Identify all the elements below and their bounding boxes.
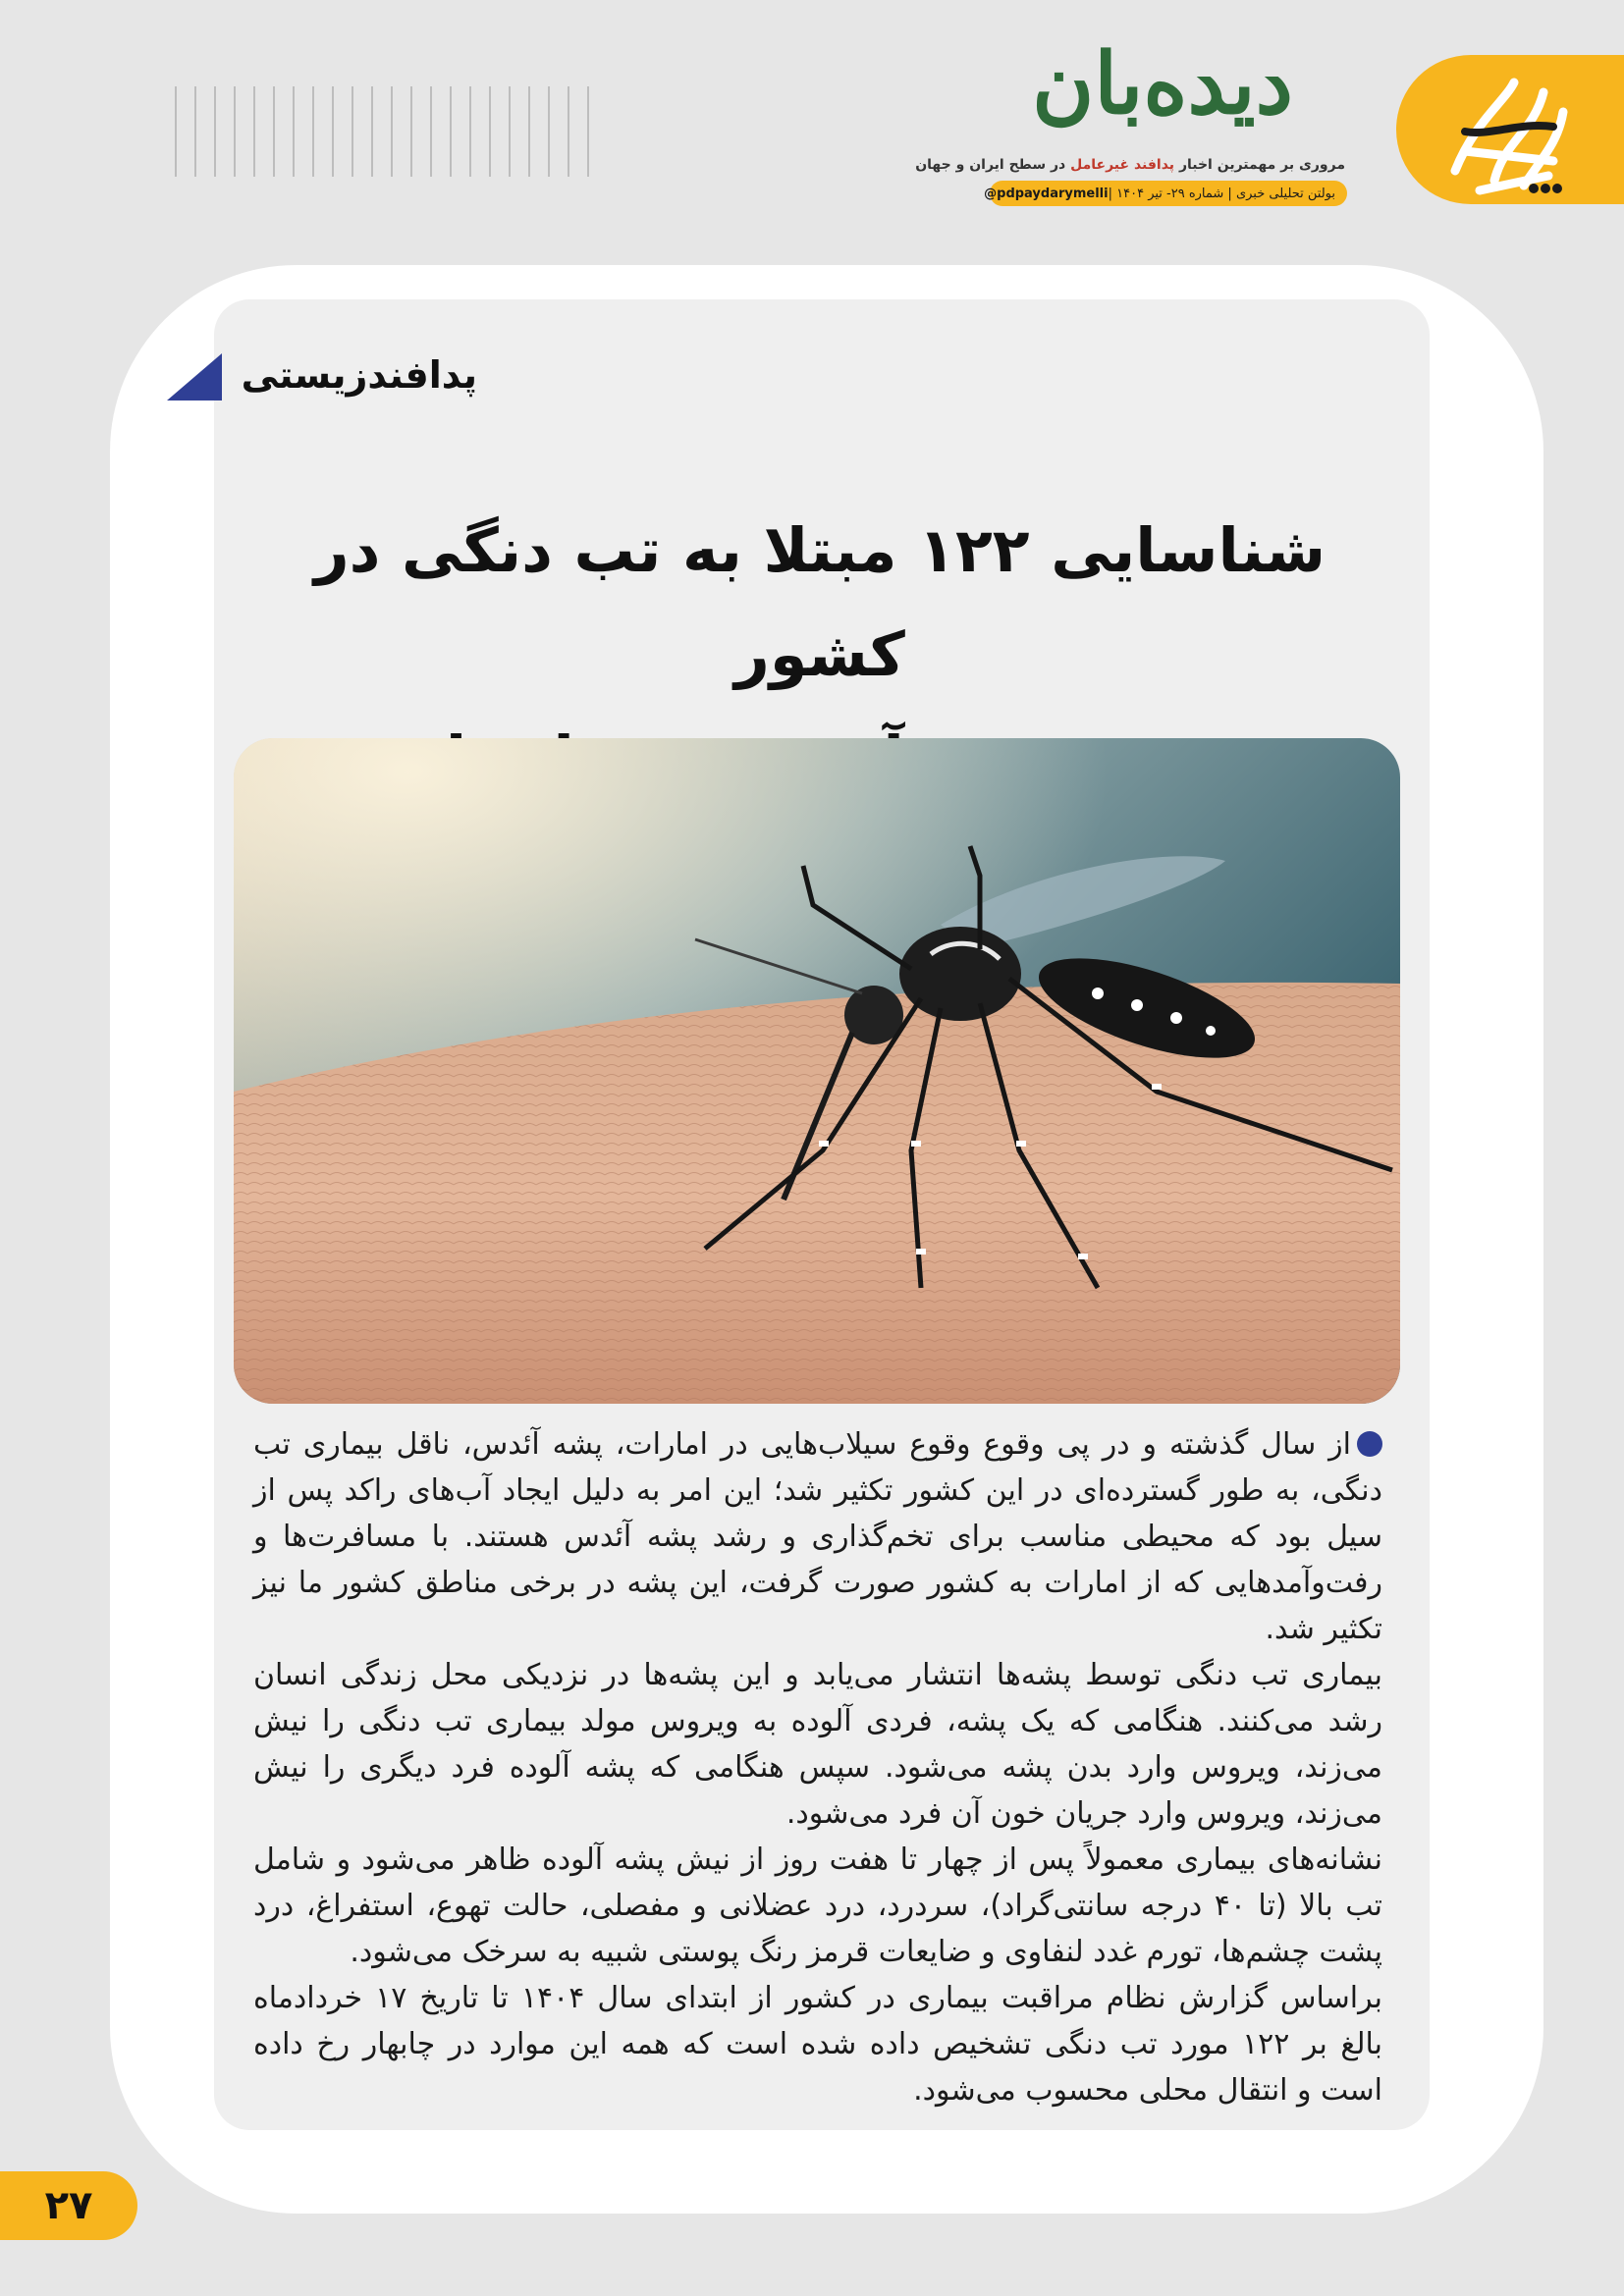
social-handle-link[interactable]: @pdpaydarymelli [984,186,1109,201]
article-title-line1: شناسایی ۱۲۲ مبتلا به تب دنگی در کشور [313,514,1326,690]
section-tag: پدافندزیستی [241,353,477,397]
brand-tagline [915,157,1345,173]
article-photo [234,738,1400,1404]
header-decorative-stripes [118,86,589,177]
page-number: ۲۷ [0,2171,137,2240]
mosquito-photo-icon [234,738,1400,1404]
tagline-accent: پدافند غیرعامل [1070,157,1175,173]
article-paragraph: براساس گزارش نظام مراقبت بیماری در کشور از ابتدای سال ۱۴۰۴ تا تاریخ ۱۷ خردادماه بالغ بر ۱۲۲ مورد تب دنگی تشخیص داده شده است که همه این موارد در چابهار رخ داده است و انتقال محلی محسوب می‌شود. [253,1981,1383,2108]
article-paragraph: بیماری تب دنگی توسط پشه‌ها انتشار می‌یابد و این پشه‌ها در نزدیکی محل زندگی انسان رشد می‌کنند. هنگامی که یک پشه، فردی آلوده به ویروس مولد بیماری تب دنگی را نیش می‌زند، ویروس وارد بدن پشه می‌شود. سپس هنگامی که پشه آلوده فرد دیگری را نیش می‌زند، ویروس وارد جریان خون آن فرد می‌شود. [253,1658,1382,1831]
article-body [253,1421,1382,2113]
calligraphy-logo-icon [1435,63,1583,200]
tagline-part2: در سطح ایران و جهان [915,157,1066,173]
tagline-part1: مروری بر مهمترین اخبار [1178,157,1345,173]
side-logo [1396,55,1624,204]
section-triangle-icon [167,353,222,400]
bulletin-info-pill [984,181,1347,206]
brand-logo-text: دیده‌بان [1032,34,1293,133]
paragraph-bullet-icon [1357,1431,1382,1457]
article-paragraph: نشانه‌های بیماری معمولاً پس از چهار تا هفت روز از نیش پشه آلوده ظاهر می‌شود و شامل تب بالا (تا ۴۰ درجه سانتی‌گراد)، سردرد، درد عضلانی و مفصلی، حالت تهوع، استفراغ، درد پشت چشم‌ها، تورم غدد لنفاوی و ضایعات قرمز رنگ پوستی شبیه به سرخک می‌شود. [253,1842,1383,1969]
article-paragraph: از سال گذشته و در پی وقوع وقوع سیلاب‌هایی در امارات، پشه آئدس، ناقل بیماری تب دنگی، به طور گسترده‌ای در این کشور تکثیر شد؛ این امر به دلیل ایجاد آب‌های راکد پس از سیل بود که محیطی مناسب برای تخم‌گذاری و رشد پشه آئدس هستند. با مسافرت‌ها و رفت‌وآمدهایی که از امارات به کشور صورت گرفت، این پشه در برخی مناطق کشور ما نیز تکثیر شد. [253,1427,1382,1646]
bulletin-info: بولتن تحلیلی خبری | شماره ۲۹- تیر ۱۴۰۴ | [1108,186,1335,201]
